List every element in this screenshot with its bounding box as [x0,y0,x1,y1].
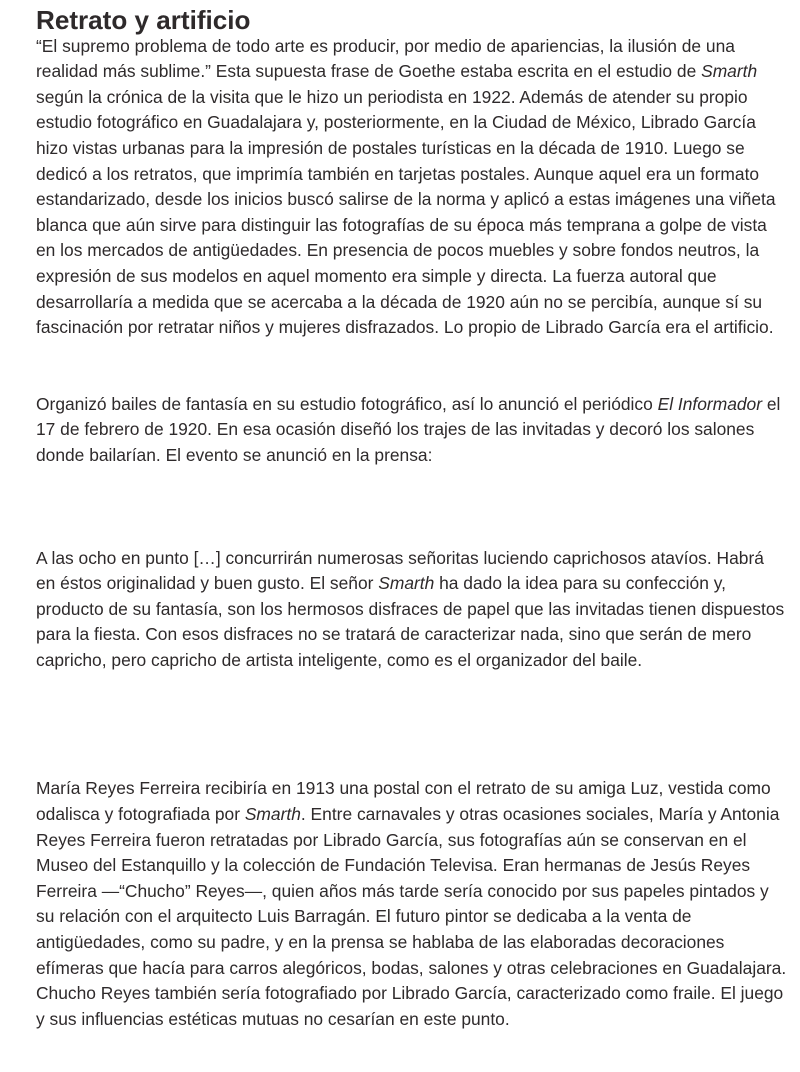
paragraph-2-text-c: el 17 de febrero de 1920. En esa ocasión diseñó los trajes de las invitadas y decoró los salones donde bailarían. El evento se anunció en la prensa: [36,393,781,465]
paragraph-1 [36,34,788,341]
quote-text-c: ha dado la idea para su confección y, producto de su fantasía, son los hermosos disfraces de papel que las invitadas tienen dispuestos para la fiesta. Con esos disfraces no se tratará de caracterizar nada, sino que serán de mero capricho, pero capricho de artista inteligente, como es el organizador del baile. [36,573,785,670]
paragraph-4-text-c: . Entre carnavales y otras ocasiones sociales, María y Antonia Reyes Ferreira fueron retratadas por Librado García, sus fotografías aún se conservan en el Museo del Estanquillo y la colección de Fundación Televisa. Eran hermanas de Jesús Reyes Ferreira —“Chucho” Reyes—, quien años más tarde sería conocido por sus papeles pintados y su relación con el arquitecto Luis Barragán. El futuro pintor se dedicaba a la venta de antigüedades, como su padre, y en la prensa se hablaba de las elaboradas decoraciones efímeras que hacía para carros alegóricos, bodas, salones y otras celebraciones en Guadalajara. Chucho Reyes también sería fotografiado por Librado García, caracterizado como fraile. El juego y sus influencias estéticas mutuas no cesarían en este punto. [36,804,787,1029]
paragraph-1-italic: Smarth [701,61,758,82]
quote-paragraph [36,546,788,674]
paragraph-4-italic: Smarth [244,804,301,825]
paragraph-1-text-a: “El supremo problema de todo arte es producir, por medio de apariencias, la ilusión de una realidad más sublime.” Esta supuesta frase de Goethe estaba escrita en el estudio de [36,35,735,82]
paragraph-2-text-a: Organizó bailes de fantasía en su estudio fotográfico, así lo anunció el periódico [36,393,658,414]
paragraph-2-italic: El Informador [657,393,763,414]
paragraph-2 [36,392,788,469]
quote-italic: Smarth [378,573,435,594]
paragraph-4-text-a: María Reyes Ferreira recibiría en 1913 una postal con el retrato de su amiga Luz, vestida como odalisca y fotografiada por [36,778,771,825]
section-heading: Retrato y artificio [36,5,251,35]
article [36,5,788,1032]
quote-text-a: A las ocho en punto […] concurrirán numerosas señoritas luciendo caprichosos atavíos. Habrá en éstos originalidad y buen gusto. El señor [36,547,764,594]
paragraph-4 [36,776,788,1032]
paragraph-1-text-c: según la crónica de la visita que le hizo un periodista en 1922. Además de atender su propio estudio fotográfico en Guadalajara y, posteriormente, en la Ciudad de México, Librado García hizo vistas urbanas para la impresión de postales turísticas en la década de 1910. Luego se dedicó a los retratos, que imprimía también en tarjetas postales. Aunque aquel era un formato estandarizado, desde los inicios buscó salirse de la norma y aplicó a estas imágenes una viñeta blanca que aún sirve para distinguir las fotografías de su época más temprana a golpe de vista en los mercados de antigüedades. En presencia de pocos muebles y sobre fondos neutros, la expresión de sus modelos en aquel momento era simple y directa. La fuerza autoral que desarrollaría a medida que se acercaba a la década de 1920 aún no se percibía, aunque sí su fascinación por retratar niños y mujeres disfrazados. Lo propio de Librado García era el artificio. [36,86,776,338]
